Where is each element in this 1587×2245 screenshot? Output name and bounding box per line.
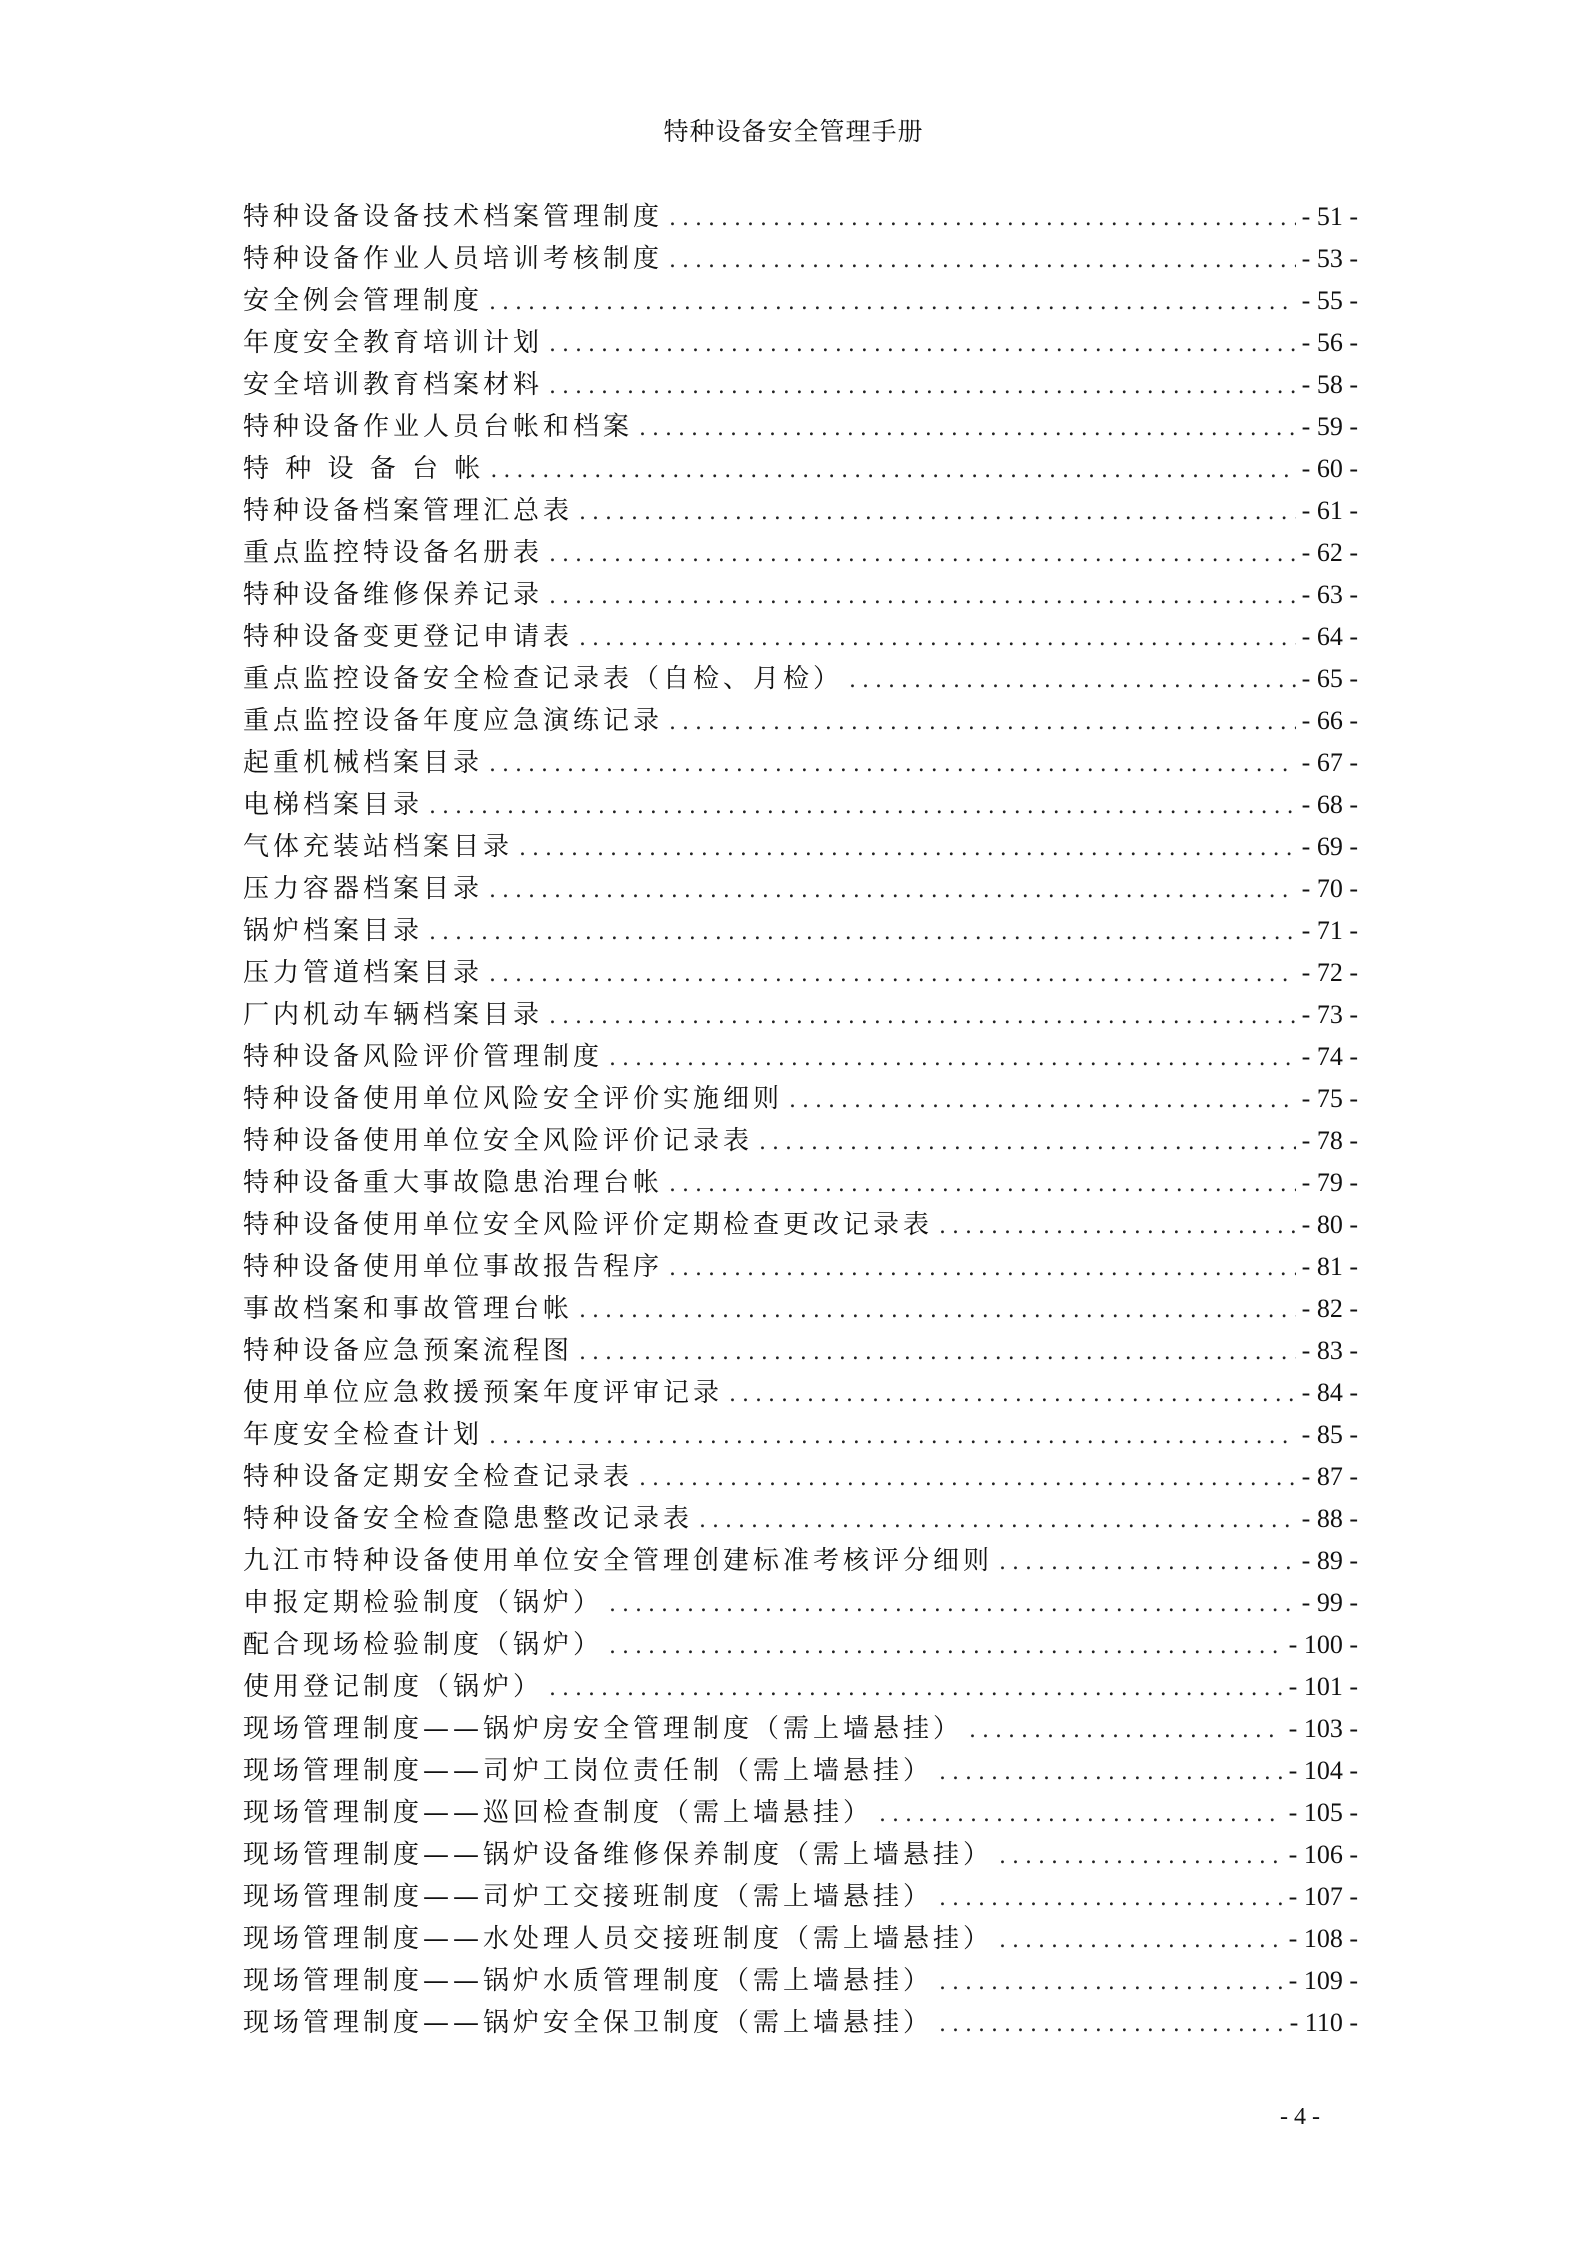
toc-entry-page: - 83 -: [1301, 1336, 1358, 1365]
toc-entry-title: 现场管理制度——锅炉房安全管理制度（需上墙悬挂）: [243, 1714, 964, 1744]
toc-dot-leader: [639, 1458, 1296, 1500]
toc-entry-page: - 84 -: [1301, 1378, 1358, 1407]
toc-entry-page: - 103 -: [1288, 1714, 1358, 1743]
toc-entry-title: 重点监控特设备名册表: [243, 538, 544, 568]
toc-entry-title: 厂内机动车辆档案目录: [243, 1000, 544, 1030]
toc-entry-title: 锅炉档案目录: [243, 916, 424, 946]
toc-entry-title: 现场管理制度——锅炉水质管理制度（需上墙悬挂）: [243, 1966, 934, 1996]
toc-entry[interactable]: [243, 1582, 1358, 1624]
toc-entry-page: - 56 -: [1301, 328, 1358, 357]
toc-entry-page: - 60 -: [1301, 454, 1358, 483]
toc-entry[interactable]: [243, 1834, 1358, 1876]
toc-dot-leader: [849, 660, 1296, 702]
toc-entry-page: - 73 -: [1301, 1000, 1358, 1029]
toc-entry-page: - 88 -: [1301, 1504, 1358, 1533]
toc-dot-leader: [549, 996, 1296, 1038]
toc-entry-page: - 110 -: [1289, 2008, 1358, 2037]
toc-entry[interactable]: [243, 196, 1358, 238]
toc-dot-leader: [579, 1332, 1296, 1374]
toc-entry[interactable]: [243, 994, 1358, 1036]
toc-entry[interactable]: [243, 322, 1358, 364]
toc-entry-title: 九江市特种设备使用单位安全管理创建标准考核评分细则: [243, 1546, 994, 1576]
toc-entry-page: - 74 -: [1301, 1042, 1358, 1071]
toc-entry-page: - 85 -: [1301, 1420, 1358, 1449]
toc-entry-title: 特种设备变更登记申请表: [243, 622, 574, 652]
toc-entry-title: 特种设备维修保养记录: [243, 580, 544, 610]
toc-entry-page: - 65 -: [1301, 664, 1358, 693]
toc-entry-title: 特种设备作业人员台帐和档案: [243, 412, 634, 442]
toc-dot-leader: [789, 1080, 1296, 1122]
toc-entry[interactable]: [243, 1246, 1358, 1288]
toc-entry-page: - 71 -: [1301, 916, 1358, 945]
toc-entry-page: - 75 -: [1301, 1084, 1358, 1113]
toc-entry-page: - 55 -: [1301, 286, 1358, 315]
toc-entry-page: - 59 -: [1301, 412, 1358, 441]
toc-entry-title: 现场管理制度——巡回检查制度（需上墙悬挂）: [243, 1798, 874, 1828]
toc-entry-title: 气体充装站档案目录: [243, 832, 514, 862]
toc-entry[interactable]: [243, 2002, 1358, 2044]
toc-entry-title: 现场管理制度——锅炉设备维修保养制度（需上墙悬挂）: [243, 1840, 994, 1870]
toc-entry-title: 特种设备风险评价管理制度: [243, 1042, 604, 1072]
toc-entry[interactable]: [243, 1666, 1358, 1708]
toc-dot-leader: [879, 1794, 1283, 1836]
toc-dot-leader: [429, 786, 1296, 828]
toc-entry[interactable]: [243, 1918, 1358, 1960]
toc-dot-leader: [939, 1206, 1296, 1248]
toc-entry-title: 特种设备应急预案流程图: [243, 1336, 574, 1366]
toc-entry-title: 特种设备定期安全检查记录表: [243, 1462, 634, 1492]
toc-entry-page: - 64 -: [1301, 622, 1358, 651]
toc-entry-page: - 58 -: [1301, 370, 1358, 399]
toc-entry-page: - 107 -: [1288, 1882, 1358, 1911]
toc-entry[interactable]: [243, 868, 1358, 910]
toc-dot-leader: [609, 1626, 1283, 1668]
toc-entry[interactable]: [243, 1078, 1358, 1120]
toc-entry-page: - 105 -: [1288, 1798, 1358, 1827]
toc-dot-leader: [669, 240, 1296, 282]
toc-entry[interactable]: [243, 1204, 1358, 1246]
toc-entry-page: - 87 -: [1301, 1462, 1358, 1491]
toc-dot-leader: [489, 744, 1296, 786]
toc-dot-leader: [669, 702, 1296, 744]
toc-entry-page: - 108 -: [1288, 1924, 1358, 1953]
toc-dot-leader: [549, 1668, 1283, 1710]
toc-dot-leader: [579, 618, 1296, 660]
toc-entry[interactable]: [243, 1456, 1358, 1498]
toc-entry[interactable]: [243, 952, 1358, 994]
toc-entry-page: - 61 -: [1301, 496, 1358, 525]
toc-entry-title: 起重机械档案目录: [243, 748, 484, 778]
toc-entry[interactable]: [243, 532, 1358, 574]
toc-dot-leader: [999, 1542, 1296, 1584]
toc-entry-title: 特种设备档案管理汇总表: [243, 496, 574, 526]
toc-entry-title: 特种设备使用单位风险安全评价实施细则: [243, 1084, 784, 1114]
toc-entry-title: 使用单位应急救援预案年度评审记录: [243, 1378, 724, 1408]
toc-dot-leader: [639, 408, 1296, 450]
toc-entry[interactable]: [243, 1876, 1358, 1918]
toc-entry-page: - 63 -: [1301, 580, 1358, 609]
toc-dot-leader: [699, 1500, 1296, 1542]
toc-entry[interactable]: [243, 406, 1358, 448]
toc-entry[interactable]: [243, 1162, 1358, 1204]
toc-entry-page: - 68 -: [1301, 790, 1358, 819]
toc-entry-page: - 82 -: [1301, 1294, 1358, 1323]
toc-dot-leader: [939, 1752, 1283, 1794]
toc-entry[interactable]: [243, 364, 1358, 406]
toc-dot-leader: [669, 1248, 1296, 1290]
toc-entry[interactable]: [243, 1414, 1358, 1456]
toc-entry-title: 使用登记制度（锅炉）: [243, 1672, 544, 1702]
toc-dot-leader: [429, 912, 1296, 954]
toc-entry-title: 特种设备使用单位事故报告程序: [243, 1252, 664, 1282]
toc-entry-page: - 104 -: [1288, 1756, 1358, 1785]
toc-entry[interactable]: [243, 658, 1358, 700]
toc-dot-leader: [609, 1584, 1296, 1626]
toc-entry[interactable]: [243, 1750, 1358, 1792]
toc-entry-title: 年度安全教育培训计划: [243, 328, 544, 358]
toc-entry-title: 特种设备作业人员培训考核制度: [243, 244, 664, 274]
toc-entry-page: - 80 -: [1301, 1210, 1358, 1239]
toc-entry-page: - 101 -: [1288, 1672, 1358, 1701]
toc-entry-page: - 66 -: [1301, 706, 1358, 735]
toc-entry-title: 重点监控设备年度应急演练记录: [243, 706, 664, 736]
toc-entry[interactable]: [243, 448, 1358, 490]
toc-dot-leader: [609, 1038, 1296, 1080]
toc-dot-leader: [489, 870, 1296, 912]
toc-entry[interactable]: [243, 784, 1358, 826]
toc-entry-page: - 67 -: [1301, 748, 1358, 777]
toc-entry[interactable]: [243, 280, 1358, 322]
toc-dot-leader: [579, 1290, 1296, 1332]
toc-entry-page: - 51 -: [1301, 202, 1358, 231]
toc-entry[interactable]: [243, 1120, 1358, 1162]
toc-entry-page: - 106 -: [1288, 1840, 1358, 1869]
toc-entry-page: - 78 -: [1301, 1126, 1358, 1155]
toc-entry-title: 特种设备使用单位安全风险评价记录表: [243, 1126, 754, 1156]
toc-dot-leader: [489, 282, 1296, 324]
toc-dot-leader: [549, 366, 1296, 408]
toc-entry[interactable]: [243, 1960, 1358, 2002]
toc-dot-leader: [490, 450, 1295, 492]
toc-entry-title: 压力容器档案目录: [243, 874, 484, 904]
toc-entry-title: 年度安全检查计划: [243, 1420, 484, 1450]
toc-dot-leader: [999, 1920, 1283, 1962]
toc-dot-leader: [489, 954, 1296, 996]
toc-entry-title: 压力管道档案目录: [243, 958, 484, 988]
toc-entry-title: 特种设备使用单位安全风险评价定期检查更改记录表: [243, 1210, 934, 1240]
toc-entry[interactable]: [243, 574, 1358, 616]
toc-entry-page: - 72 -: [1301, 958, 1358, 987]
toc-dot-leader: [729, 1374, 1296, 1416]
toc-entry[interactable]: [243, 1036, 1358, 1078]
table-of-contents: [243, 196, 1358, 2044]
toc-entry[interactable]: [243, 490, 1358, 532]
toc-dot-leader: [759, 1122, 1296, 1164]
toc-entry-title: 现场管理制度——锅炉安全保卫制度（需上墙悬挂）: [243, 2008, 934, 2038]
toc-entry-page: - 81 -: [1301, 1252, 1358, 1281]
toc-entry[interactable]: [243, 616, 1358, 658]
toc-entry-page: - 109 -: [1288, 1966, 1358, 1995]
toc-entry[interactable]: [243, 742, 1358, 784]
toc-entry-title: 事故档案和事故管理台帐: [243, 1294, 574, 1324]
toc-entry-title: 申报定期检验制度（锅炉）: [243, 1588, 604, 1618]
toc-dot-leader: [549, 324, 1296, 366]
toc-entry-title: 特种设备重大事故隐患治理台帐: [243, 1168, 664, 1198]
page-number: - 4 -: [1280, 2104, 1320, 2130]
toc-entry[interactable]: [243, 1792, 1358, 1834]
toc-entry-title: 重点监控设备安全检查记录表（自检、月检）: [243, 664, 844, 694]
toc-entry[interactable]: [243, 1624, 1358, 1666]
toc-entry-page: - 79 -: [1301, 1168, 1358, 1197]
running-header: 特种设备安全管理手册: [663, 117, 924, 146]
toc-entry-page: - 62 -: [1301, 538, 1358, 567]
toc-entry-title: 安全例会管理制度: [243, 286, 484, 316]
toc-entry-page: - 99 -: [1301, 1588, 1358, 1617]
toc-entry-title: 配合现场检验制度（锅炉）: [243, 1630, 604, 1660]
toc-dot-leader: [519, 828, 1296, 870]
toc-entry-title: 现场管理制度——司炉工岗位责任制（需上墙悬挂）: [243, 1756, 934, 1786]
toc-entry[interactable]: [243, 1540, 1358, 1582]
toc-dot-leader: [939, 2004, 1284, 2046]
toc-dot-leader: [999, 1836, 1283, 1878]
toc-entry[interactable]: [243, 1288, 1358, 1330]
toc-entry[interactable]: [243, 1708, 1358, 1750]
toc-entry[interactable]: [243, 910, 1358, 952]
toc-dot-leader: [939, 1878, 1283, 1920]
toc-entry-title: 特种设备设备技术档案管理制度: [243, 202, 664, 232]
toc-dot-leader: [579, 492, 1296, 534]
toc-dot-leader: [969, 1710, 1283, 1752]
toc-dot-leader: [669, 1164, 1296, 1206]
toc-dot-leader: [669, 198, 1296, 240]
toc-entry[interactable]: [243, 700, 1358, 742]
toc-entry-page: - 89 -: [1301, 1546, 1358, 1575]
toc-entry-page: - 69 -: [1301, 832, 1358, 861]
toc-dot-leader: [939, 1962, 1283, 2004]
toc-entry-title: 电梯档案目录: [243, 790, 424, 820]
toc-entry-page: - 70 -: [1301, 874, 1358, 903]
toc-entry[interactable]: [243, 1372, 1358, 1414]
toc-entry-title: 现场管理制度——司炉工交接班制度（需上墙悬挂）: [243, 1882, 934, 1912]
toc-dot-leader: [549, 534, 1296, 576]
toc-entry-page: - 100 -: [1288, 1630, 1358, 1659]
toc-entry-title: 现场管理制度——水处理人员交接班制度（需上墙悬挂）: [243, 1924, 994, 1954]
toc-entry-title: 特 种 设 备 台 帐: [243, 454, 485, 484]
toc-entry-page: - 53 -: [1301, 244, 1358, 273]
toc-entry[interactable]: [243, 1330, 1358, 1372]
toc-entry[interactable]: [243, 826, 1358, 868]
toc-entry[interactable]: [243, 238, 1358, 280]
toc-entry[interactable]: [243, 1498, 1358, 1540]
toc-entry-title: 特种设备安全检查隐患整改记录表: [243, 1504, 694, 1534]
toc-dot-leader: [549, 576, 1296, 618]
toc-entry-title: 安全培训教育档案材料: [243, 370, 544, 400]
toc-dot-leader: [489, 1416, 1296, 1458]
